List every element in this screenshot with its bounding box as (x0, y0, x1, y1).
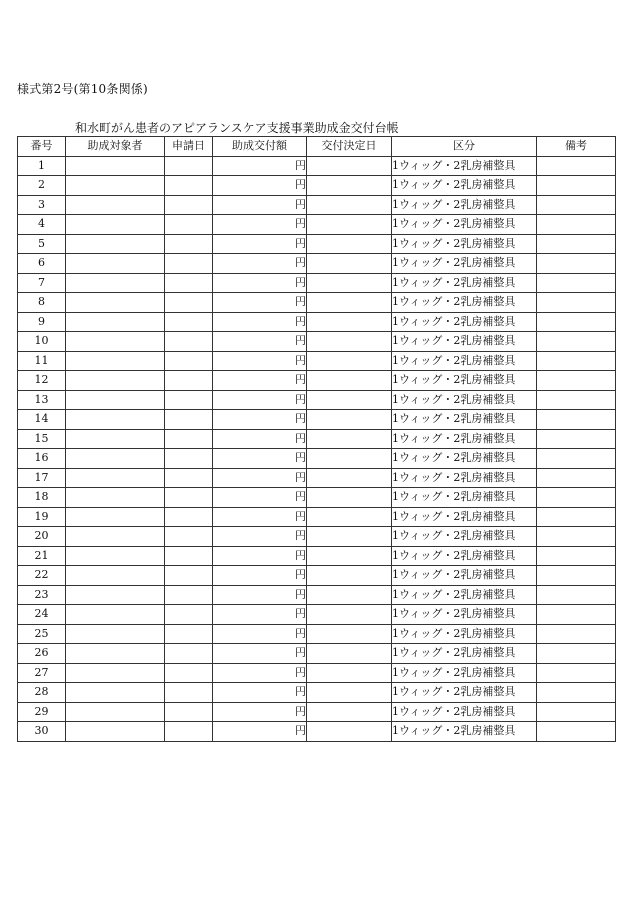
decision-date-cell (307, 156, 392, 176)
category-cell: 1ウィッグ・2乳房補整具 (392, 566, 537, 586)
decision-date-cell (307, 644, 392, 664)
recipient-cell (66, 566, 165, 586)
application-date-cell (165, 585, 213, 605)
application-date-cell (165, 429, 213, 449)
remarks-cell (537, 234, 616, 254)
row-number: 6 (18, 254, 66, 274)
grant-amount-cell: 円 (213, 507, 307, 527)
table-row (18, 429, 616, 449)
grant-amount-cell: 円 (213, 176, 307, 196)
recipient-cell (66, 468, 165, 488)
grant-amount-cell: 円 (213, 312, 307, 332)
recipient-cell (66, 312, 165, 332)
grant-amount-cell: 円 (213, 410, 307, 430)
col-header-number: 番号 (18, 137, 66, 157)
recipient-cell (66, 410, 165, 430)
category-cell: 1ウィッグ・2乳房補整具 (392, 488, 537, 508)
application-date-cell (165, 371, 213, 391)
category-cell: 1ウィッグ・2乳房補整具 (392, 605, 537, 625)
decision-date-cell (307, 527, 392, 547)
grant-amount-cell: 円 (213, 527, 307, 547)
grant-ledger-table (17, 136, 616, 742)
table-row (18, 371, 616, 391)
decision-date-cell (307, 371, 392, 391)
remarks-cell (537, 546, 616, 566)
row-number: 26 (18, 644, 66, 664)
application-date-cell (165, 234, 213, 254)
grant-amount-cell: 円 (213, 683, 307, 703)
recipient-cell (66, 390, 165, 410)
recipient-cell (66, 371, 165, 391)
decision-date-cell (307, 351, 392, 371)
document-title: 和水町がん患者のアピアランスケア支援事業助成金交付台帳 (75, 121, 399, 135)
remarks-cell (537, 624, 616, 644)
category-cell: 1ウィッグ・2乳房補整具 (392, 702, 537, 722)
category-cell: 1ウィッグ・2乳房補整具 (392, 254, 537, 274)
decision-date-cell (307, 585, 392, 605)
table-body (18, 156, 616, 741)
grant-amount-cell: 円 (213, 254, 307, 274)
remarks-cell (537, 566, 616, 586)
remarks-cell (537, 585, 616, 605)
category-cell: 1ウィッグ・2乳房補整具 (392, 527, 537, 547)
category-cell: 1ウィッグ・2乳房補整具 (392, 468, 537, 488)
application-date-cell (165, 722, 213, 742)
application-date-cell (165, 468, 213, 488)
recipient-cell (66, 722, 165, 742)
remarks-cell (537, 683, 616, 703)
decision-date-cell (307, 507, 392, 527)
category-cell: 1ウィッグ・2乳房補整具 (392, 410, 537, 430)
grant-amount-cell: 円 (213, 566, 307, 586)
remarks-cell (537, 195, 616, 215)
row-number: 14 (18, 410, 66, 430)
row-number: 24 (18, 605, 66, 625)
table-row (18, 663, 616, 683)
decision-date-cell (307, 429, 392, 449)
remarks-cell (537, 468, 616, 488)
application-date-cell (165, 566, 213, 586)
remarks-cell (537, 332, 616, 352)
table-row (18, 390, 616, 410)
decision-date-cell (307, 195, 392, 215)
table-row (18, 566, 616, 586)
grant-amount-cell: 円 (213, 273, 307, 293)
table-row (18, 449, 616, 469)
remarks-cell (537, 176, 616, 196)
decision-date-cell (307, 254, 392, 274)
category-cell: 1ウィッグ・2乳房補整具 (392, 683, 537, 703)
remarks-cell (537, 254, 616, 274)
grant-amount-cell: 円 (213, 702, 307, 722)
table-row (18, 351, 616, 371)
recipient-cell (66, 624, 165, 644)
grant-amount-cell: 円 (213, 605, 307, 625)
decision-date-cell (307, 410, 392, 430)
row-number: 9 (18, 312, 66, 332)
decision-date-cell (307, 566, 392, 586)
header-row (18, 137, 616, 157)
form-number: 様式第2号(第10条関係) (17, 82, 148, 96)
decision-date-cell (307, 722, 392, 742)
category-cell: 1ウィッグ・2乳房補整具 (392, 215, 537, 235)
application-date-cell (165, 351, 213, 371)
remarks-cell (537, 702, 616, 722)
decision-date-cell (307, 624, 392, 644)
grant-amount-cell: 円 (213, 371, 307, 391)
table-row (18, 624, 616, 644)
remarks-cell (537, 507, 616, 527)
row-number: 11 (18, 351, 66, 371)
remarks-cell (537, 156, 616, 176)
table-row (18, 273, 616, 293)
grant-amount-cell: 円 (213, 468, 307, 488)
application-date-cell (165, 156, 213, 176)
row-number: 20 (18, 527, 66, 547)
recipient-cell (66, 176, 165, 196)
row-number: 29 (18, 702, 66, 722)
table-row (18, 195, 616, 215)
table-row (18, 585, 616, 605)
grant-amount-cell: 円 (213, 390, 307, 410)
row-number: 17 (18, 468, 66, 488)
remarks-cell (537, 722, 616, 742)
category-cell: 1ウィッグ・2乳房補整具 (392, 332, 537, 352)
table-row (18, 293, 616, 313)
decision-date-cell (307, 312, 392, 332)
category-cell: 1ウィッグ・2乳房補整具 (392, 624, 537, 644)
row-number: 15 (18, 429, 66, 449)
recipient-cell (66, 585, 165, 605)
row-number: 1 (18, 156, 66, 176)
grant-amount-cell: 円 (213, 293, 307, 313)
category-cell: 1ウィッグ・2乳房補整具 (392, 390, 537, 410)
row-number: 19 (18, 507, 66, 527)
grant-amount-cell: 円 (213, 546, 307, 566)
remarks-cell (537, 312, 616, 332)
remarks-cell (537, 371, 616, 391)
col-header-recipient: 助成対象者 (66, 137, 165, 157)
recipient-cell (66, 546, 165, 566)
remarks-cell (537, 390, 616, 410)
recipient-cell (66, 527, 165, 547)
col-header-remarks: 備考 (537, 137, 616, 157)
grant-amount-cell: 円 (213, 351, 307, 371)
grant-amount-cell: 円 (213, 585, 307, 605)
recipient-cell (66, 273, 165, 293)
remarks-cell (537, 429, 616, 449)
recipient-cell (66, 507, 165, 527)
category-cell: 1ウィッグ・2乳房補整具 (392, 371, 537, 391)
application-date-cell (165, 527, 213, 547)
table-row (18, 215, 616, 235)
row-number: 25 (18, 624, 66, 644)
grant-amount-cell: 円 (213, 156, 307, 176)
application-date-cell (165, 488, 213, 508)
application-date-cell (165, 312, 213, 332)
grant-amount-cell: 円 (213, 624, 307, 644)
row-number: 4 (18, 215, 66, 235)
table-row (18, 176, 616, 196)
table-row (18, 254, 616, 274)
category-cell: 1ウィッグ・2乳房補整具 (392, 195, 537, 215)
application-date-cell (165, 702, 213, 722)
table-row (18, 527, 616, 547)
decision-date-cell (307, 468, 392, 488)
row-number: 7 (18, 273, 66, 293)
col-header-decision-date: 交付決定日 (307, 137, 392, 157)
category-cell: 1ウィッグ・2乳房補整具 (392, 507, 537, 527)
recipient-cell (66, 663, 165, 683)
grant-amount-cell: 円 (213, 722, 307, 742)
row-number: 10 (18, 332, 66, 352)
row-number: 21 (18, 546, 66, 566)
application-date-cell (165, 410, 213, 430)
application-date-cell (165, 293, 213, 313)
decision-date-cell (307, 293, 392, 313)
grant-amount-cell: 円 (213, 449, 307, 469)
category-cell: 1ウィッグ・2乳房補整具 (392, 273, 537, 293)
row-number: 13 (18, 390, 66, 410)
decision-date-cell (307, 683, 392, 703)
table-row (18, 644, 616, 664)
table-row (18, 234, 616, 254)
table-row (18, 722, 616, 742)
application-date-cell (165, 605, 213, 625)
category-cell: 1ウィッグ・2乳房補整具 (392, 644, 537, 664)
recipient-cell (66, 215, 165, 235)
table-row (18, 488, 616, 508)
recipient-cell (66, 644, 165, 664)
remarks-cell (537, 663, 616, 683)
recipient-cell (66, 254, 165, 274)
recipient-cell (66, 488, 165, 508)
table-row (18, 468, 616, 488)
decision-date-cell (307, 663, 392, 683)
recipient-cell (66, 195, 165, 215)
table-row (18, 546, 616, 566)
application-date-cell (165, 624, 213, 644)
remarks-cell (537, 527, 616, 547)
table-row (18, 410, 616, 430)
decision-date-cell (307, 390, 392, 410)
recipient-cell (66, 449, 165, 469)
decision-date-cell (307, 605, 392, 625)
row-number: 27 (18, 663, 66, 683)
application-date-cell (165, 546, 213, 566)
col-header-category: 区分 (392, 137, 537, 157)
decision-date-cell (307, 488, 392, 508)
application-date-cell (165, 195, 213, 215)
row-number: 30 (18, 722, 66, 742)
category-cell: 1ウィッグ・2乳房補整具 (392, 176, 537, 196)
col-header-application-date: 申請日 (165, 137, 213, 157)
decision-date-cell (307, 332, 392, 352)
row-number: 28 (18, 683, 66, 703)
grant-amount-cell: 円 (213, 195, 307, 215)
remarks-cell (537, 605, 616, 625)
category-cell: 1ウィッグ・2乳房補整具 (392, 585, 537, 605)
category-cell: 1ウィッグ・2乳房補整具 (392, 351, 537, 371)
table-row (18, 507, 616, 527)
category-cell: 1ウィッグ・2乳房補整具 (392, 449, 537, 469)
category-cell: 1ウィッグ・2乳房補整具 (392, 312, 537, 332)
row-number: 12 (18, 371, 66, 391)
col-header-grant-amount: 助成交付額 (213, 137, 307, 157)
remarks-cell (537, 410, 616, 430)
grant-amount-cell: 円 (213, 488, 307, 508)
recipient-cell (66, 683, 165, 703)
table-row (18, 605, 616, 625)
table-row (18, 683, 616, 703)
row-number: 16 (18, 449, 66, 469)
decision-date-cell (307, 215, 392, 235)
remarks-cell (537, 351, 616, 371)
application-date-cell (165, 507, 213, 527)
remarks-cell (537, 488, 616, 508)
category-cell: 1ウィッグ・2乳房補整具 (392, 429, 537, 449)
row-number: 18 (18, 488, 66, 508)
row-number: 23 (18, 585, 66, 605)
grant-amount-cell: 円 (213, 429, 307, 449)
remarks-cell (537, 293, 616, 313)
application-date-cell (165, 663, 213, 683)
category-cell: 1ウィッグ・2乳房補整具 (392, 234, 537, 254)
decision-date-cell (307, 176, 392, 196)
recipient-cell (66, 702, 165, 722)
category-cell: 1ウィッグ・2乳房補整具 (392, 156, 537, 176)
table-header (18, 137, 616, 157)
table-row (18, 156, 616, 176)
remarks-cell (537, 215, 616, 235)
application-date-cell (165, 273, 213, 293)
category-cell: 1ウィッグ・2乳房補整具 (392, 663, 537, 683)
row-number: 3 (18, 195, 66, 215)
remarks-cell (537, 273, 616, 293)
row-number: 22 (18, 566, 66, 586)
recipient-cell (66, 605, 165, 625)
grant-amount-cell: 円 (213, 215, 307, 235)
row-number: 5 (18, 234, 66, 254)
application-date-cell (165, 254, 213, 274)
decision-date-cell (307, 702, 392, 722)
category-cell: 1ウィッグ・2乳房補整具 (392, 546, 537, 566)
grant-amount-cell: 円 (213, 644, 307, 664)
application-date-cell (165, 644, 213, 664)
decision-date-cell (307, 449, 392, 469)
decision-date-cell (307, 234, 392, 254)
category-cell: 1ウィッグ・2乳房補整具 (392, 722, 537, 742)
table-row (18, 332, 616, 352)
recipient-cell (66, 156, 165, 176)
row-number: 2 (18, 176, 66, 196)
application-date-cell (165, 176, 213, 196)
recipient-cell (66, 234, 165, 254)
grant-amount-cell: 円 (213, 234, 307, 254)
grant-amount-cell: 円 (213, 332, 307, 352)
application-date-cell (165, 449, 213, 469)
decision-date-cell (307, 546, 392, 566)
recipient-cell (66, 293, 165, 313)
category-cell: 1ウィッグ・2乳房補整具 (392, 293, 537, 313)
recipient-cell (66, 429, 165, 449)
recipient-cell (66, 351, 165, 371)
table-row (18, 312, 616, 332)
row-number: 8 (18, 293, 66, 313)
remarks-cell (537, 449, 616, 469)
grant-amount-cell: 円 (213, 663, 307, 683)
application-date-cell (165, 332, 213, 352)
decision-date-cell (307, 273, 392, 293)
application-date-cell (165, 215, 213, 235)
application-date-cell (165, 390, 213, 410)
application-date-cell (165, 683, 213, 703)
recipient-cell (66, 332, 165, 352)
table-row (18, 702, 616, 722)
remarks-cell (537, 644, 616, 664)
